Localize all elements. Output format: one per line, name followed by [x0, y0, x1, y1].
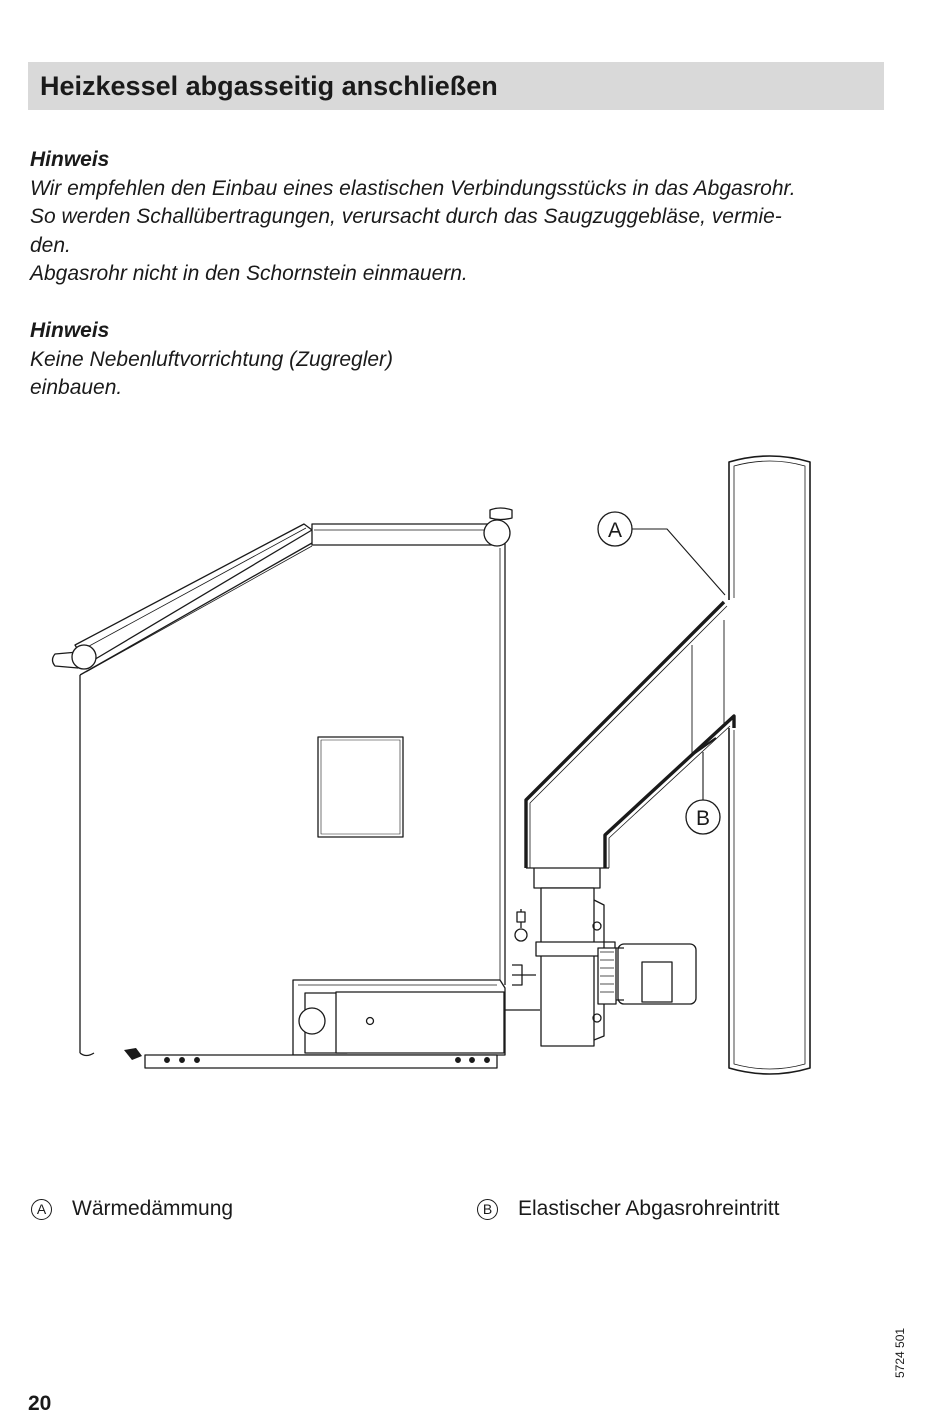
legend-b-text: Elastischer Abgasrohreintritt: [518, 1197, 780, 1220]
page-title: Heizkessel abgasseitig anschließen: [40, 70, 498, 101]
boiler-base: [80, 980, 540, 1068]
note-1-line-4: Abgasrohr nicht in den Schornstein einmauern.: [30, 262, 468, 285]
note-1-line-2: So werden Schallübertragungen, verursacht durch das Saugzuggebläse, vermie-: [30, 205, 782, 228]
exhaust-fan: [512, 888, 696, 1046]
callout-b-letter: B: [695, 807, 711, 830]
note-1-line-3: den.: [30, 233, 71, 257]
callout-b: [686, 752, 720, 834]
note-2-line-1: Keine Nebenluftvorrichtung (Zugregler): [30, 347, 394, 371]
legend-a-marker: A: [31, 1199, 52, 1220]
legend-a-text: Wärmedämmung: [72, 1197, 234, 1220]
legend-b-marker: B: [477, 1199, 498, 1220]
callout-a-letter: A: [607, 519, 623, 542]
legend-item-b: [477, 1197, 779, 1221]
note-1-heading: Hinweis: [30, 148, 110, 171]
callout-a: [598, 512, 725, 595]
document-number: 5724 501: [893, 1327, 907, 1378]
note-2-line-2: einbauen.: [30, 376, 123, 399]
chimney: [729, 456, 810, 1074]
legend-item-a: [31, 1197, 233, 1221]
flue-pipe: [526, 602, 734, 888]
note-2-heading: Hinweis: [30, 319, 110, 342]
page-number: 20: [28, 1392, 52, 1415]
boiler-housing: [53, 508, 513, 1053]
note-1-line-1: Wir empfehlen den Einbau eines elastischen Verbindungsstücks in das Abgasrohr.: [30, 176, 796, 200]
